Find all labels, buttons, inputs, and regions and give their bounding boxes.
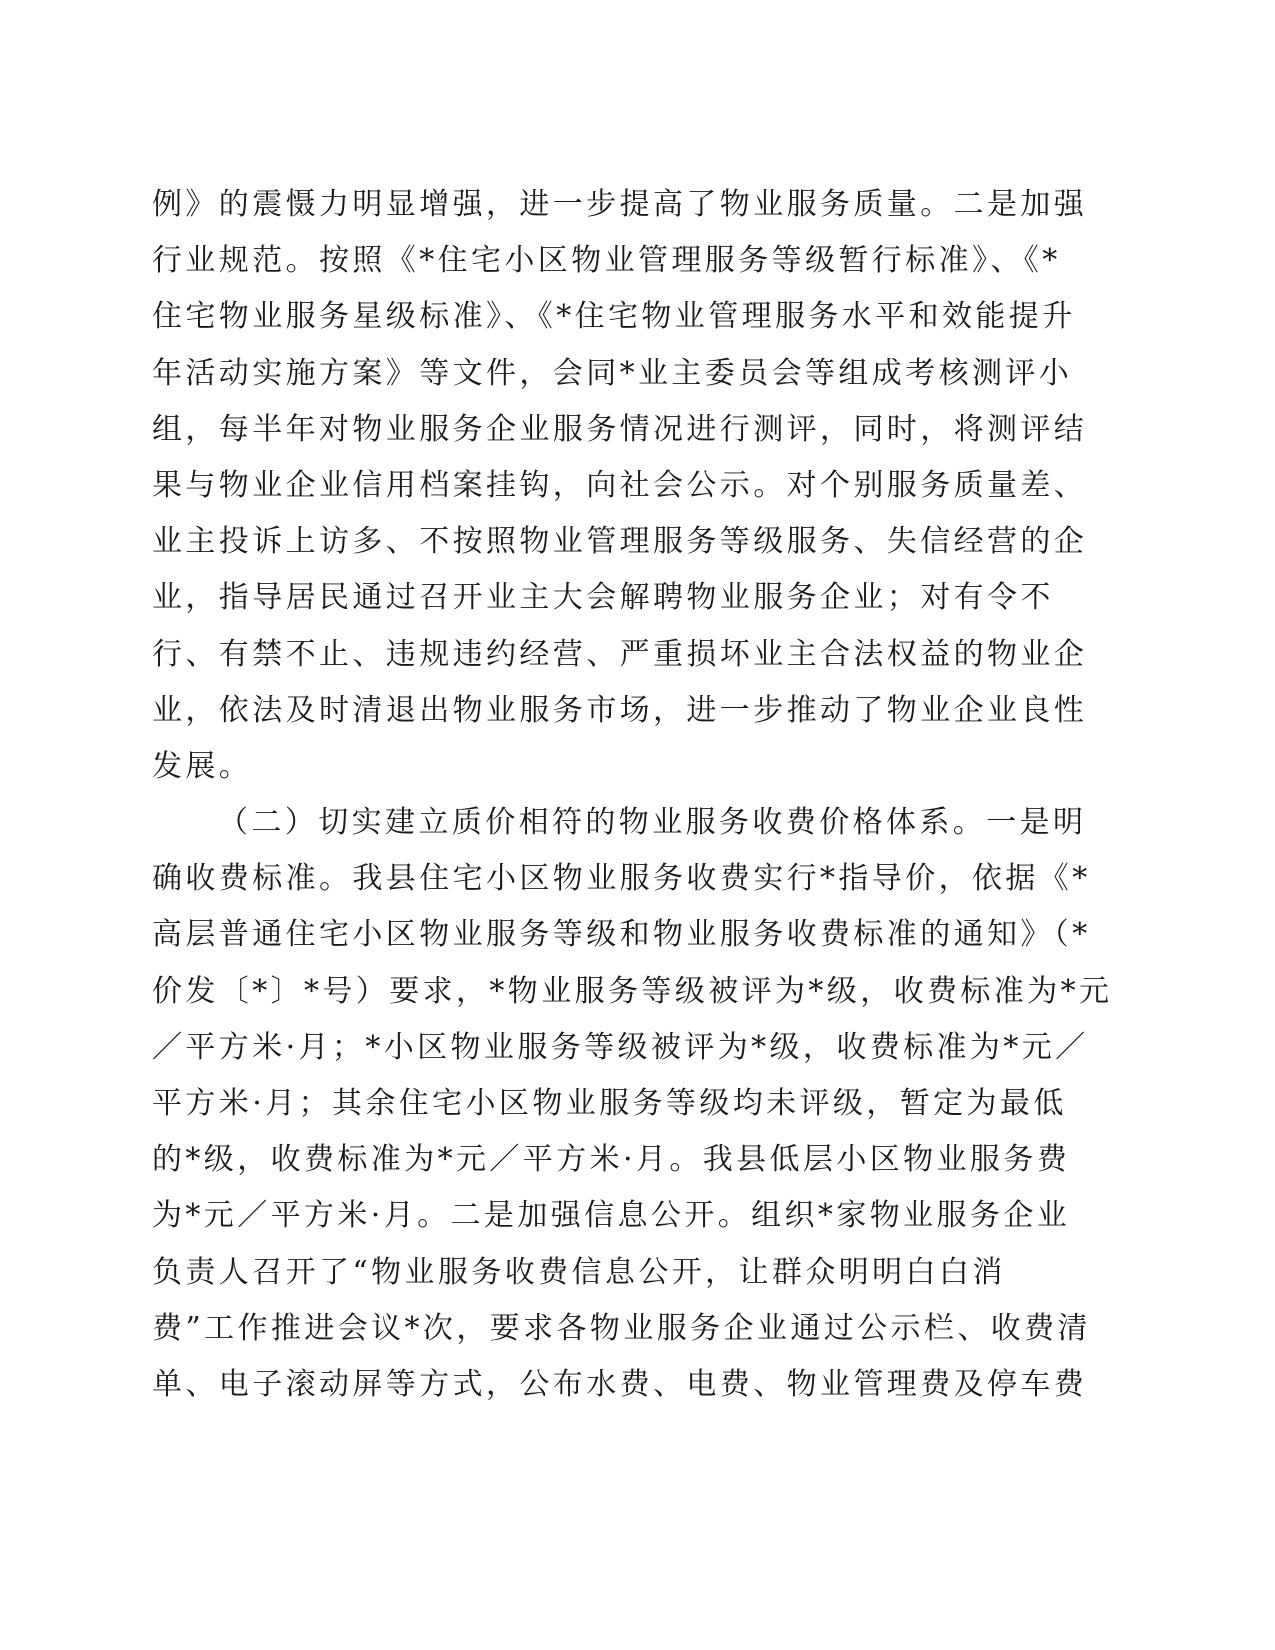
text-line: 的*级，收费标准为*元／平方米·月。我县低层小区物业服务费	[152, 1142, 1071, 1178]
text-line: 发展。	[152, 748, 253, 784]
text-line: 业主投诉上访多、不按照物业管理服务等级服务、失信经营的企	[152, 524, 1088, 560]
text-line: 果与物业企业信用档案挂钩，向社会公示。对个别服务质量差、	[152, 467, 1088, 503]
section-heading-line: （二）切实建立质价相符的物业服务收费价格体系。一是明	[218, 805, 1087, 841]
text-line: 确收费标准。我县住宅小区物业服务收费实行*指导价，依据《*	[152, 861, 1091, 897]
text-line: 业，依法及时清退出物业服务市场，进一步推动了物业企业良性	[152, 692, 1088, 728]
text-line: 平方米·月；其余住宅小区物业服务等级均未评级，暂定为最低	[152, 1086, 1067, 1121]
text-line: ／平方米·月；*小区物业服务等级被评为*级，收费标准为*元／	[152, 1029, 1089, 1065]
text-line: 费”工作推进会议*次，要求各物业服务企业通过公示栏、收费清	[152, 1310, 1091, 1346]
text-line: 例》的震慑力明显增强，进一步提高了物业服务质量。二是加强	[152, 187, 1088, 222]
text-line: 年活动实施方案》等文件，会同*业主委员会等组成考核测评小	[152, 355, 1073, 391]
text-line: 单、电子滚动屏等方式，公布水费、电费、物业管理费及停车费	[152, 1366, 1088, 1402]
text-line: 住宅物业服务星级标准》、《*住宅物业管理服务水平和效能提升	[152, 299, 1076, 335]
text-line: 组，每半年对物业服务企业服务情况进行测评，同时，将测评结	[152, 411, 1088, 447]
body-text	[152, 177, 1113, 1413]
text-line: 负责人召开了“物业服务收费信息公开，让群众明明白白消	[152, 1254, 1006, 1290]
text-line: 行、有禁不止、违规违约经营、严重损坏业主合法权益的物业企	[152, 636, 1088, 672]
text-line: 为*元／平方米·月。二是加强信息公开。组织*家物业服务企业	[152, 1198, 1071, 1234]
text-line: 业，指导居民通过召开业主大会解聘物业服务企业；对有令不	[152, 580, 1054, 616]
text-line: 价发〔*〕*号）要求，*物业服务等级被评为*级，收费标准为*元	[152, 973, 1113, 1009]
text-line: 行业规范。按照《*住宅小区物业管理服务等级暂行标准》、《*	[152, 243, 1061, 279]
text-line: 高层普通住宅小区物业服务等级和物业服务收费标准的通知》（*	[152, 917, 1091, 953]
